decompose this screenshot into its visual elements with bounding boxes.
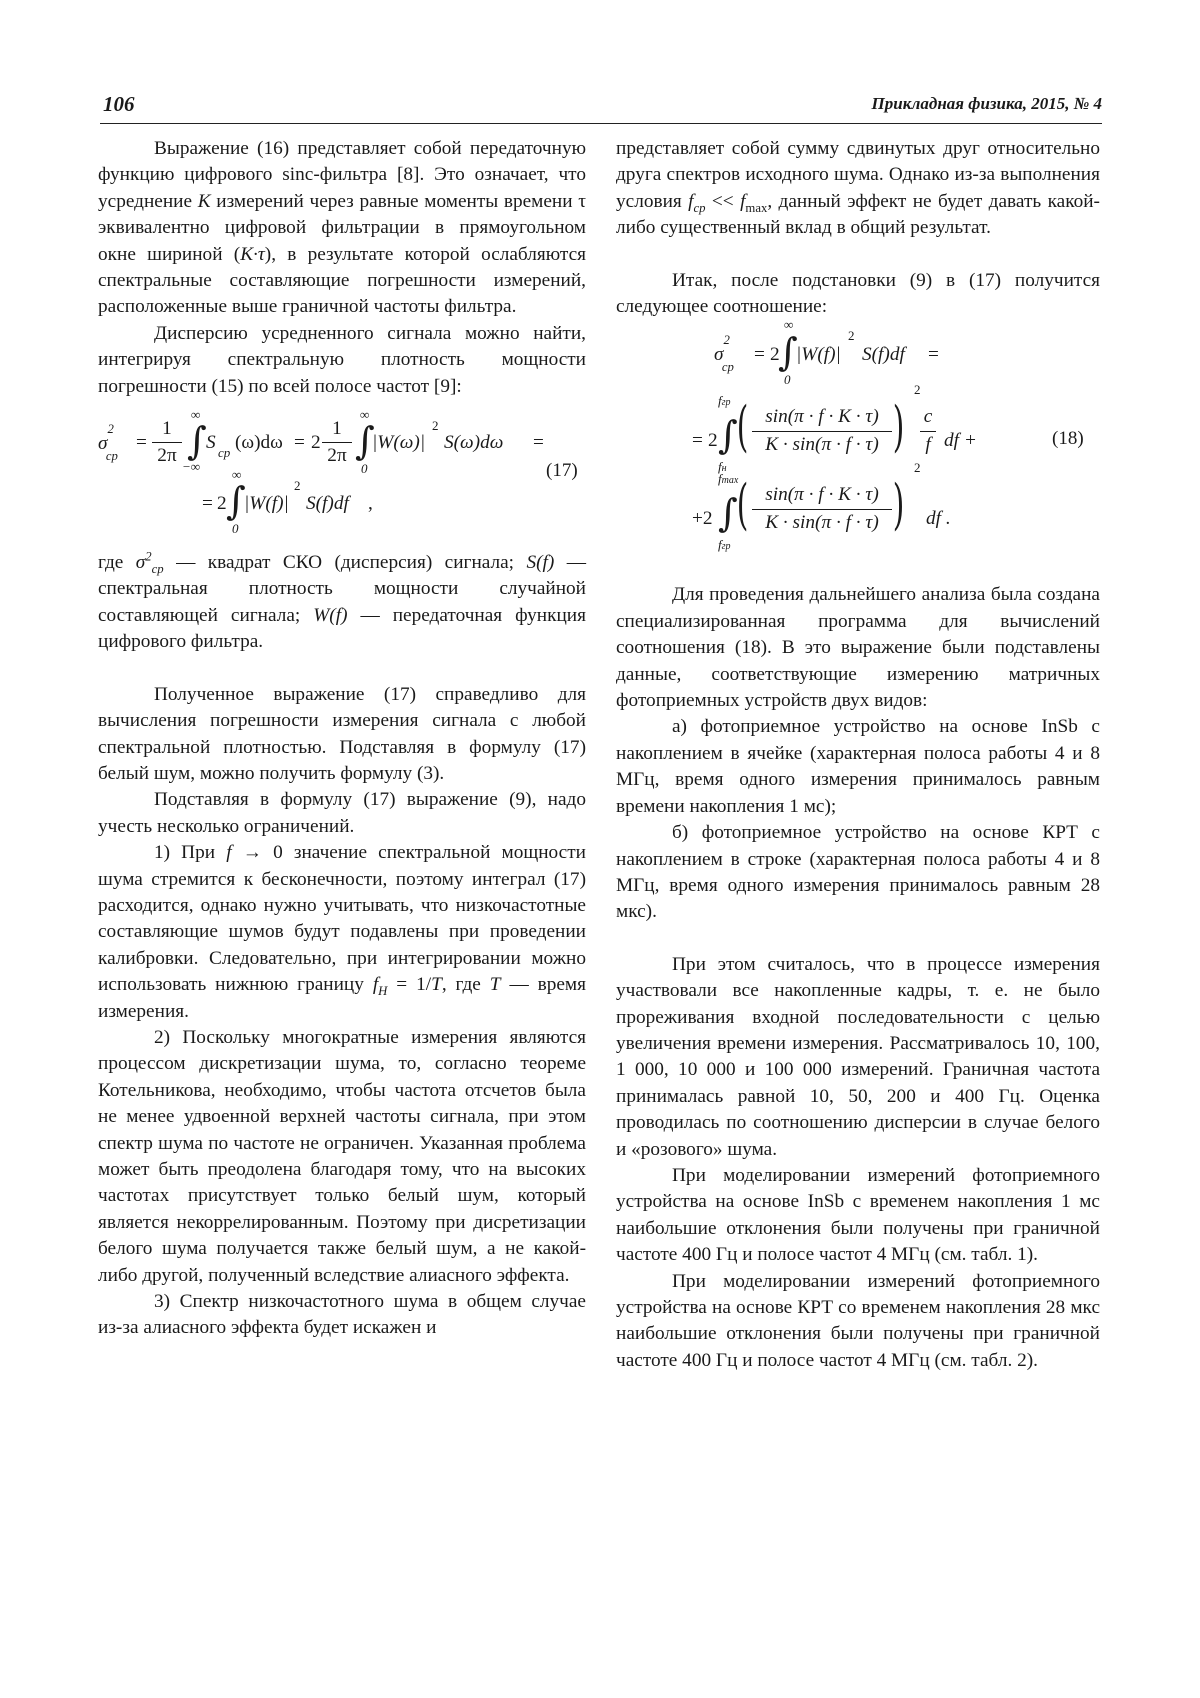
equation-number-18: (18) bbox=[1052, 428, 1084, 450]
paragraph-frames: При этом считалось, что в процессе измерения участвовали все накопленные кадры, т. е. не было прореживания входной последовательности с целью увеличения времени измерения. Рассматривалось 10, 100, 1 000, 10 000 и 100 000 измерений. Граничная частота принималась равной 10, 50, 200 и 400 Гц. Оценка проводилась по соотношению дисперсии в случае белого и «розового» шума. bbox=[616, 953, 1100, 1160]
paragraph-substitution: Итак, после подстановки (9) в (17) получится следующее соотношение: bbox=[616, 269, 1100, 318]
right-column bbox=[616, 136, 1100, 1374]
journal-title: Прикладная физика, 2015, № 4 bbox=[871, 94, 1102, 113]
paragraph-limitations: Подставляя в формулу (17) выражение (9), надо учесть несколько ограничений. bbox=[98, 789, 586, 837]
paragraph-krt-results: При моделировании измерений фотоприемного устройства на основе КРТ со временем накопления 28 мкс наибольшие отклонения были получены при граничной частоте 400 Гц и полосе частот 4 МГц (см. табл. 2). bbox=[616, 1270, 1100, 1371]
paragraph-obtained-expression: Полученное выражение (17) справедливо для вычисления погрешности измерения сигнала с любой спектральной плотностью. Подставляя в формулу (17) белый шум, можно получить формулу (3). bbox=[98, 683, 586, 784]
paragraph-program: Для проведения дальнейшего анализа была создана специализированная программа для вычислений соотношения (18). В это выражение были подставлены данные, соответствующие измерению матричных фотоприемных устройств двух видов: bbox=[616, 584, 1100, 712]
paragraph-shifted-spectra: представляет собой сумму сдвинутых друг относительно друга спектров исходного шума. Однако из-за выполнения условия $f_{ср} << f_{max}$, данный эффект не будет давать какой-либо существенный вклад в общий результат. bbox=[616, 138, 1100, 239]
page-number: 106 bbox=[103, 92, 135, 116]
paragraph-limitation-3: 3) Спектр низкочастотного шума в общем случае из-за алиасного эффекта будет искажен и bbox=[98, 1291, 586, 1339]
paragraph-device-krt: б) фотоприемное устройство на основе КРТ с накоплением в строке (характерная полоса работы 4 и 8 МГц, время одного измерения принималось равным 28 мкс). bbox=[616, 822, 1100, 923]
paragraph-device-insb: а) фотоприемное устройство на основе InSb с накоплением в ячейке (характерная полоса работы 4 и 8 МГц, время одного измерения принималось равным времени накопления 1 мс); bbox=[616, 716, 1100, 817]
paragraph-dispersion: Дисперсию усредненного сигнала можно найти, интегрируя спектральную плотность мощности погрешности (15) по всей полосе частот [9]: bbox=[98, 322, 586, 397]
formula-17: $\sigma^2_{ср}$ = 1 2π ∞ ∫ −∞ S ср (ω)dω = 2 1 2π ∞ ∫ 0 |W(ω)| 2 S(ω)dω = (17) = 2 ∞ ∫ 0 |W(f)| 2 S(f)df , bbox=[98, 407, 578, 537]
equation-number-17: (17) bbox=[546, 460, 578, 482]
paragraph-limitation-2: 2) Поскольку многократные измерения являются процессом дискретизации шума, то, согласно теореме Котельникова, необходимо, чтобы частота отсчетов была не менее удвоенной верхней частоты сигнала, при этом спектр шума по частоте не ограничен. Указанная проблема может быть преодолена благодаря тому, что на высоких частотах присутствует только белый шум, который является некоррелированным. Поэтому при дисретизации белого шума получается также белый шум, а не какой-либо другой, полученный вследствие алиасного эффекта. bbox=[98, 1026, 586, 1286]
paragraph-where: где $\sigma^2_{ср}$ — квадрат СКО (дисперсия) сигнала; S(f) — спектральная плотность мощности случайной составляющей сигнала; W(f) — передаточная функция цифрового фильтра. bbox=[98, 549, 586, 653]
formula-18: $\sigma^2_{ср}$ = 2 ∞ ∫ 0 |W(f)| 2 S(f)df = = 2 fгр ∫ fн ( sin(π · f · K · τ) K · sin(π · f · τ) ) 2 c f df + (18) +2 fmax ∫ fгр ( sin(π · f · K · τ) K · sin(π · f · τ) ) 2 df . bbox=[692, 317, 1084, 553]
header-rule bbox=[100, 123, 1102, 124]
left-column bbox=[98, 136, 586, 1342]
paragraph-limitation-1: 1) При f → 0 значение спектральной мощности шума стремится к бесконечности, поэтому интеграл (17) расходится, однако нужно учитывать, что низкочастотные составляющие шумов будут подавлены при проведении калибровки. Следовательно, при интегрировании можно использовать нижнюю границу $f_H = 1/T$, где T — время измерения. bbox=[98, 842, 587, 1022]
paragraph-sinc-filter: Выражение (16) представляет собой передаточную функцию цифрового sinc-фильтра [8]. Это означает, что усреднение K измерений через равные моменты времени τ эквивалентно цифровой фильтрации в прямоугольном окне шириной (K·τ), в результате которой ослабляются спектральные составляющие погрешности измерений, расположенные выше граничной частоты фильтра. bbox=[98, 138, 586, 318]
paragraph-insb-results: При моделировании измерений фотоприемного устройства на основе InSb с временем накопления 1 мс наибольшие отклонения были получены при граничной частоте 400 Гц и полосе частот 4 МГц (см. табл. 1). bbox=[616, 1164, 1100, 1266]
